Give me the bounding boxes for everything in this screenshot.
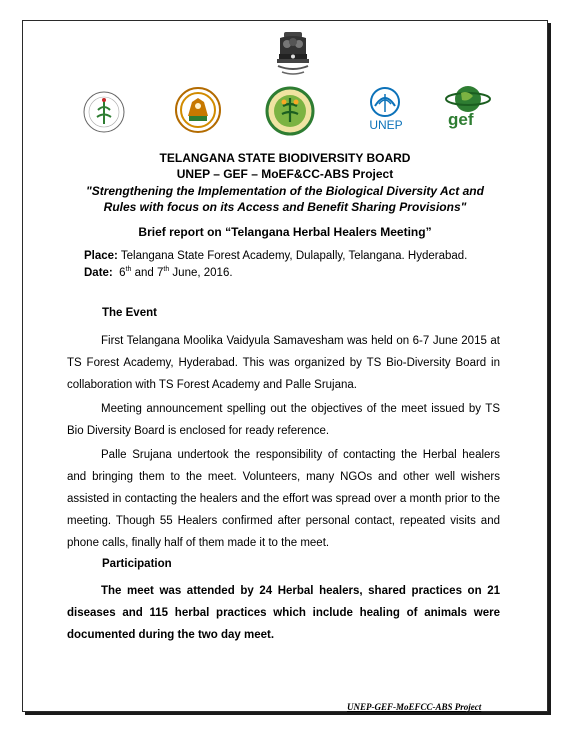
logo-row (0, 86, 568, 136)
place-label: Place: (84, 250, 118, 262)
participation-section-title: Participation (102, 558, 172, 570)
place-value: Telangana State Forest Academy, Dulapally, Telangana. Hyderabad. (117, 250, 468, 262)
nba-logo-icon (82, 90, 126, 134)
report-title: Brief report on “Telangana Herbal Healers Meeting” (138, 225, 432, 239)
national-emblem-icon (270, 30, 316, 82)
event-paragraph-2: Meeting announcement spelling out the objectives of the meet issued by TS Bio Diversity Board is enclosed for ready reference. (67, 403, 500, 437)
subtitle-line-2: Rules with focus on its Access and Benefit Sharing Provisions" (103, 200, 467, 214)
date-sup2: th (163, 266, 170, 273)
event-paragraph-3: Palle Srujana undertook the responsibility of contacting the Herbal healers and bringing them to the meet. Volunteers, many NGOs and other well wishers assisted in contacting the healers and the effort was spread over a month prior to the meeting. Though 55 Healers confirmed after personal contact, repeated visits and phone calls, finally half of them made it to the meet. (67, 449, 500, 549)
unep-logo-text: UNEP (369, 118, 403, 132)
place-line (84, 249, 467, 263)
page-footer: UNEP-GEF-MoEFCC-ABS Project (347, 702, 482, 712)
date-sup1: th (125, 266, 132, 273)
event-section-title: The Event (102, 307, 157, 319)
date-mid: and 7 (131, 266, 164, 279)
date-line (84, 263, 233, 280)
participation-paragraph: The meet was attended by 24 Herbal healers, shared practices on 21 diseases and 115 herbal practices which include healing of animals were documented during the two day meet. (67, 585, 500, 641)
date-label: Date: (84, 266, 113, 279)
board-name: TELANGANA STATE BIODIVERSITY BOARD (159, 151, 411, 165)
subtitle-line-1: "Strengthening the Implementation of the Biological Diversity Act and (86, 184, 484, 198)
telangana-govt-logo-icon (174, 86, 222, 134)
unep-logo-icon (362, 86, 408, 118)
project-name: UNEP – GEF – MoEF&CC-ABS Project (176, 167, 394, 181)
gef-logo-text: gef (448, 110, 474, 129)
date-day1: 6 (119, 266, 126, 279)
event-paragraph-1: First Telangana Moolika Vaidyula Samavesham was held on 6-7 June 2015 at TS Forest Academy, Hyderabad. This was organized by TS Bio-Diversity Board in collaboration with TS Forest Academy and Palle Srujana. (67, 335, 500, 391)
tsbb-logo-icon (264, 86, 316, 136)
date-rest: June, 2016. (169, 266, 233, 279)
